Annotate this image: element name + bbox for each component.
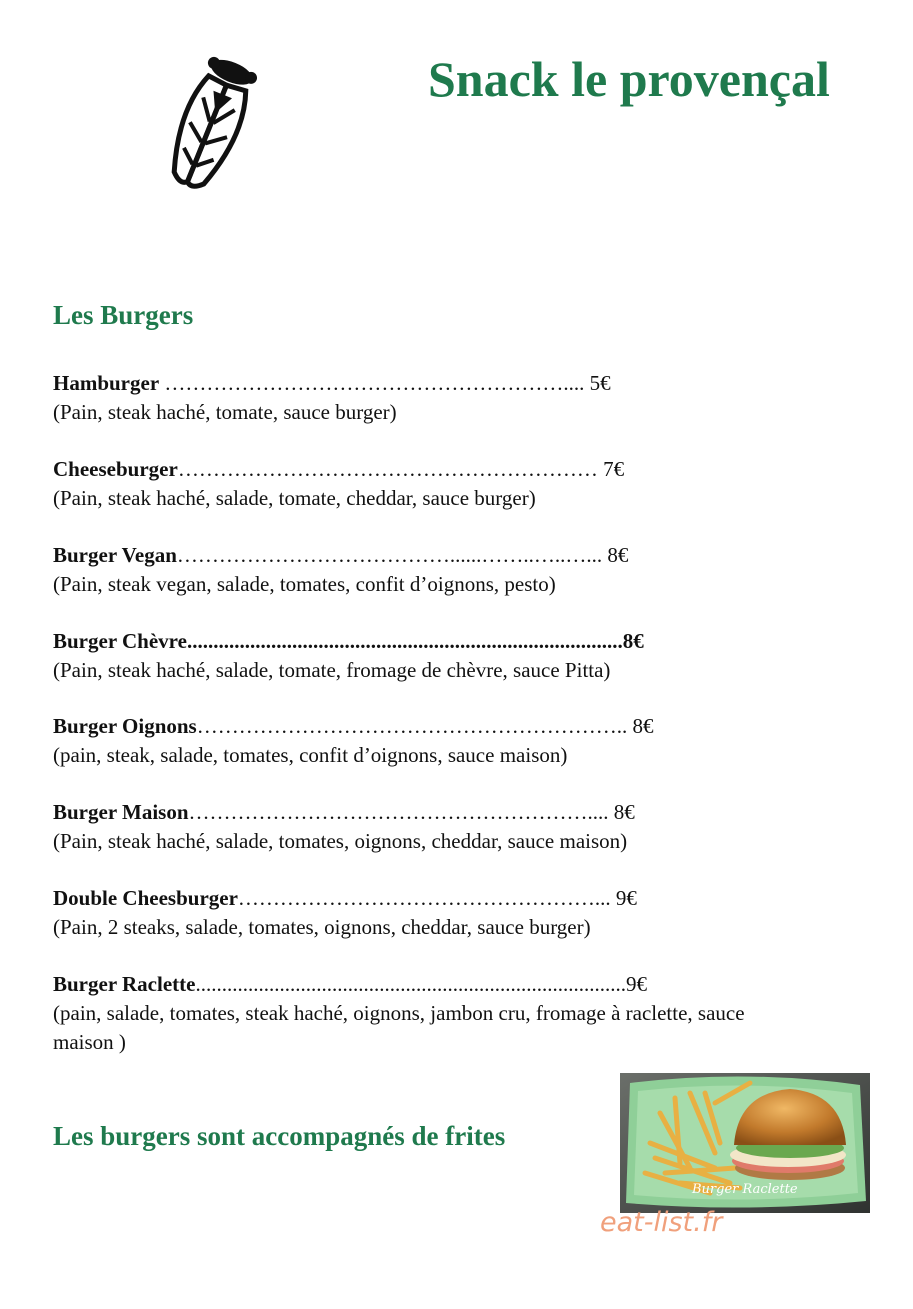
burger-raclette-photo	[620, 1073, 870, 1213]
menu-item-burger-oignons	[53, 712, 793, 770]
menu-item-burger-maison	[53, 798, 793, 856]
menu-item-burger-chevre	[53, 627, 793, 685]
item-price: 5€	[589, 371, 611, 395]
item-leader: ……………………………………………...	[237, 886, 616, 910]
item-description: (Pain, steak haché, tomate, sauce burger)	[53, 400, 397, 424]
item-leader: ..................................................................................	[195, 972, 626, 996]
item-description: (pain, salade, tomates, steak haché, oignons, jambon cru, fromage à raclette, sauce maison )	[53, 1001, 745, 1054]
menu-item-cheeseburger	[53, 455, 793, 513]
item-price: 8€	[632, 714, 654, 738]
item-leader: ……………………………………………………..	[196, 714, 633, 738]
item-name: Burger Chèvre	[53, 629, 187, 653]
item-name: Burger Maison	[53, 800, 189, 824]
item-leader: ……………………………………………………	[177, 457, 604, 481]
item-description: (Pain, steak haché, salade, tomate, fromage de chèvre, sauce Pitta)	[53, 658, 611, 682]
photo-caption: Burger Raclette	[692, 1182, 798, 1197]
section-title: Les Burgers	[53, 300, 194, 330]
item-price: 8€	[607, 543, 629, 567]
item-name: Cheeseburger	[53, 457, 178, 481]
menu-item-burger-vegan	[53, 541, 793, 599]
item-price: 7€	[603, 457, 625, 481]
item-name: Double Cheesburger	[53, 886, 238, 910]
watermark: eat-list.fr	[600, 1207, 723, 1238]
page-title: Snack le provençal	[428, 51, 830, 107]
item-leader: …………………………………………………....	[188, 800, 614, 824]
item-description: (Pain, steak haché, salade, tomate, cheddar, sauce burger)	[53, 486, 536, 510]
item-name: Burger Oignons	[53, 714, 197, 738]
item-leader: …………………………………......……..…..…...	[176, 543, 608, 567]
item-description: (pain, steak, salade, tomates, confit d’oignons, sauce maison)	[53, 743, 568, 767]
item-name: Hamburger	[53, 371, 160, 395]
item-price: 8€	[613, 800, 635, 824]
item-price: 8€	[622, 629, 644, 653]
item-price: 9€	[615, 886, 637, 910]
fries-note: Les burgers sont accompagnés de frites	[53, 1121, 506, 1151]
menu-item-hamburger	[53, 369, 793, 427]
item-price: 9€	[625, 972, 647, 996]
item-name: Burger Vegan	[53, 543, 177, 567]
item-description: (Pain, steak haché, salade, tomates, oignons, cheddar, sauce maison)	[53, 829, 628, 853]
menu-item-burger-raclette	[53, 970, 793, 1057]
item-description: (Pain, 2 steaks, salade, tomates, oignons, cheddar, sauce burger)	[53, 915, 591, 939]
item-name: Burger Raclette	[53, 972, 196, 996]
item-description: (Pain, steak vegan, salade, tomates, confit d’oignons, pesto)	[53, 572, 556, 596]
item-leader: …………………………………………………....	[159, 371, 590, 395]
menu-item-double-cheesburger	[53, 884, 793, 942]
item-leader: ...................................................................................	[186, 629, 623, 653]
cicada-logo-icon	[160, 52, 260, 200]
